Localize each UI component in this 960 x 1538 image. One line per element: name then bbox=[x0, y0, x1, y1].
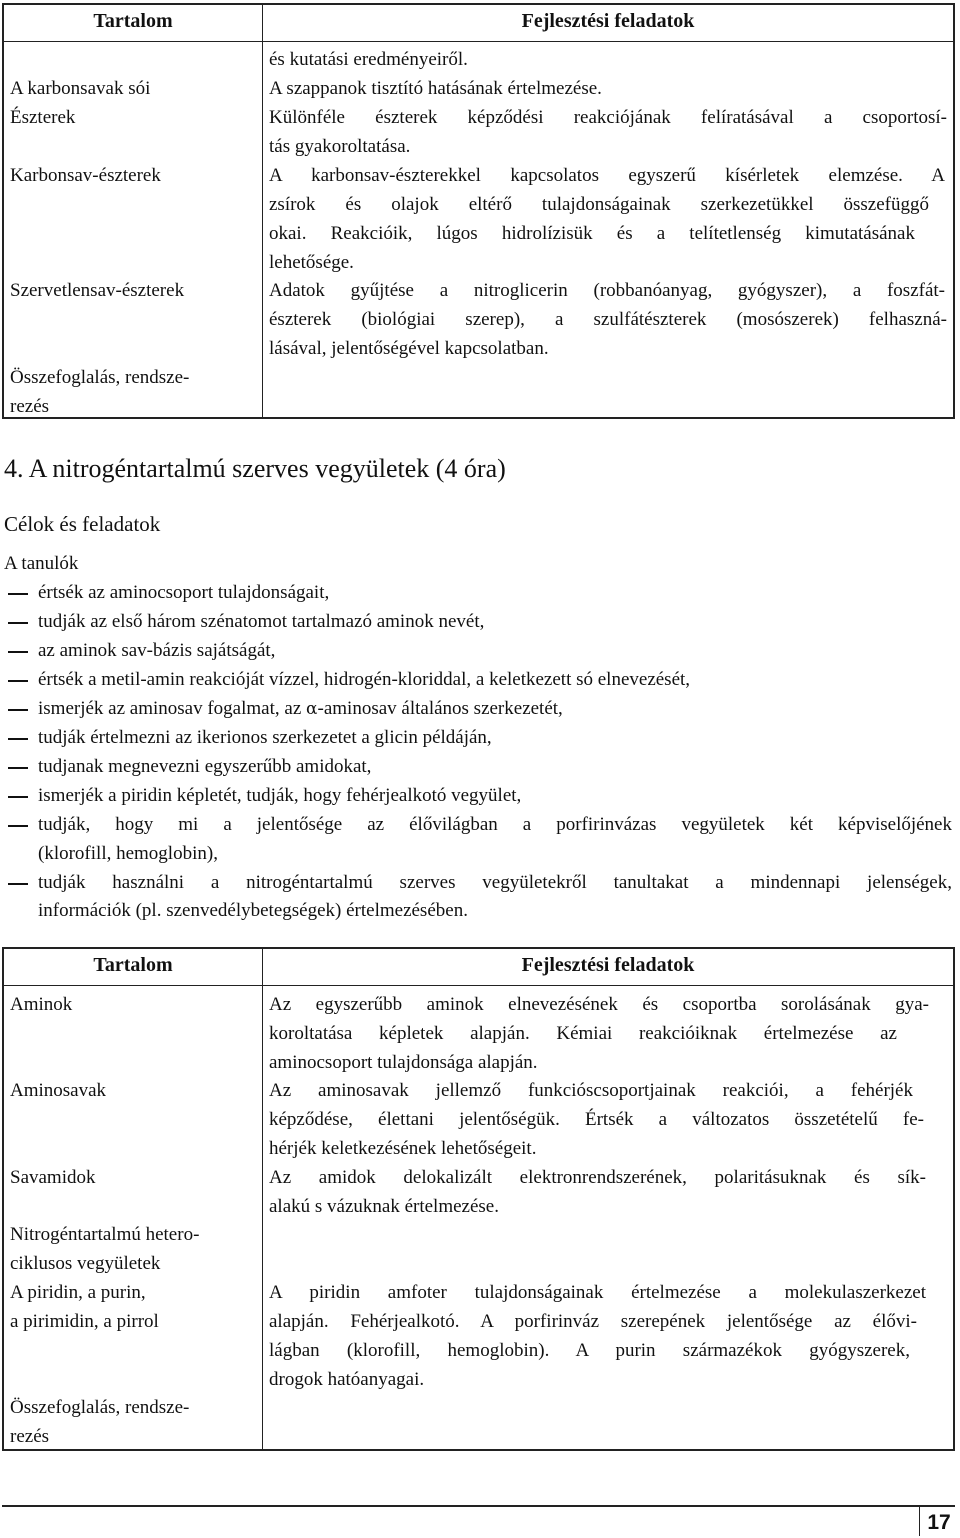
section-heading: 4. A nitrogéntartalmú szerves vegyületek (4 óra) bbox=[4, 454, 506, 483]
table-1-right-line: észterek (biológiai szerep), a szulfátészterek (mosószerek) felhaszná- bbox=[269, 309, 947, 330]
table-1-right-line: okai. Reakcióik, lúgos hidrolízisük és a telítetlenség kimutatásának bbox=[269, 223, 915, 244]
table-2-left-item: Nitrogéntartalmú hetero- bbox=[10, 1224, 200, 1245]
bullet-dash-icon bbox=[8, 738, 28, 740]
table-1-border-header bbox=[2, 41, 955, 42]
table-1-header-right: Fejlesztési feladatok bbox=[521, 10, 695, 32]
table-2-right-line: hérjék keletkezésének lehetőségeit. bbox=[269, 1138, 537, 1159]
table-2-left-item: ciklusos vegyületek bbox=[10, 1253, 161, 1274]
table-2-left-item: Aminosavak bbox=[10, 1080, 107, 1101]
table-2-border-left bbox=[2, 947, 4, 1451]
table-2-left-item: rezés bbox=[10, 1426, 50, 1447]
table-1-right-line: tás gyakoroltatása. bbox=[269, 136, 411, 157]
table-2-right-line: alapján. Fehérjealkotó. A porfirinváz szerepének jelentősége az élővi- bbox=[269, 1311, 917, 1332]
table-2-header-right: Fejlesztési feladatok bbox=[521, 954, 695, 976]
table-1-left-item: Összefoglalás, rendsze- bbox=[10, 367, 190, 388]
table-2-right-line: Az aminosavak jellemző funkcióscsoportjainak reakciói, a fehérjék bbox=[269, 1080, 913, 1101]
alpha-symbol: α bbox=[306, 699, 318, 719]
table-2-right-line: alakú s vázuknak értelmezése. bbox=[269, 1196, 499, 1217]
table-2-right-line: Az amidok delokalizált elektronrendszerének, polaritásuknak és sík- bbox=[269, 1167, 926, 1188]
table-2-right-line: aminocsoport tulajdonsága alapján. bbox=[269, 1052, 538, 1073]
table-2-left-item: A piridin, a purin, bbox=[10, 1282, 146, 1303]
bullet-dash-icon bbox=[8, 767, 28, 769]
table-1-left-item: Szervetlensav-észterek bbox=[10, 280, 185, 301]
bullet-dash-icon bbox=[8, 883, 28, 885]
table-2-right-line: A piridin amfoter tulajdonságainak értelmezése a molekulaszerkezet bbox=[269, 1282, 926, 1303]
table-2-right-line: Az egyszerűbb aminok elnevezésének és csoportba sorolásának gya- bbox=[269, 994, 929, 1015]
table-1-right-line: Különféle észterek képződési reakciójának felíratásával a csoportosí- bbox=[269, 107, 947, 128]
table-1-right-line: A karbonsav-észterekkel kapcsolatos egyszerű kísérletek elemzése. A bbox=[269, 165, 945, 186]
table-1-left-item: Észterek bbox=[10, 107, 76, 128]
table-1-border-bottom bbox=[2, 417, 955, 419]
table-1-header-left: Tartalom bbox=[93, 10, 173, 32]
table-2-border-header bbox=[2, 985, 955, 986]
bullet-dash-icon bbox=[8, 709, 28, 711]
table-2-border-top bbox=[2, 947, 955, 949]
table-1-right-line: lásával, jelentőségével kapcsolatban. bbox=[269, 338, 549, 359]
table-1-right-line: A szappanok tisztító hatásának értelmezése. bbox=[269, 78, 602, 99]
table-1-right-line: Adatok gyűjtése a nitroglicerin (robbanóanyag, gyógyszer), a foszfát- bbox=[269, 280, 945, 301]
table-2-right-line: koroltatása képletek alapján. Kémiai reakcióiknak értelmezése az bbox=[269, 1023, 897, 1044]
table-1-right-line: lehetősége. bbox=[269, 252, 354, 273]
bullet-dash-icon bbox=[8, 825, 28, 827]
bullet-dash-icon bbox=[8, 796, 28, 798]
table-1-left-item: A karbonsavak sói bbox=[10, 78, 151, 99]
table-2-left-item: Aminok bbox=[10, 994, 73, 1015]
bullet-dash-icon bbox=[8, 593, 28, 595]
bullet-dash-icon bbox=[8, 651, 28, 653]
table-2-border-middle bbox=[262, 947, 263, 1451]
table-2-left-item: a pirimidin, a pirrol bbox=[10, 1311, 159, 1332]
section-subheading: Célok és feladatok bbox=[4, 512, 161, 536]
table-1-border-right bbox=[953, 3, 955, 419]
table-1-right-line: és kutatási eredményeiről. bbox=[269, 49, 468, 70]
section-intro: A tanulók bbox=[4, 553, 79, 574]
table-2-left-item: Összefoglalás, rendsze- bbox=[10, 1397, 190, 1418]
table-1-border-middle bbox=[262, 3, 263, 419]
table-2-right-line: képződése, élettani jelentőségük. Értsék a változatos összetételű fe- bbox=[269, 1109, 924, 1130]
table-2-left-item: Savamidok bbox=[10, 1167, 96, 1188]
table-2-right-line: lágban (klorofill, hemoglobin). A purin származékok gyógyszerek, bbox=[269, 1340, 910, 1361]
footer-rule bbox=[2, 1505, 955, 1507]
table-2-border-right bbox=[953, 947, 955, 1451]
table-2-border-bottom bbox=[2, 1449, 955, 1451]
bullet-dash-icon bbox=[8, 622, 28, 624]
table-2-right-line: drogok hatóanyagai. bbox=[269, 1369, 425, 1390]
table-1-left-item: Karbonsav-észterek bbox=[10, 165, 161, 186]
table-1-left-item: rezés bbox=[10, 396, 50, 417]
bullet-dash-icon bbox=[8, 680, 28, 682]
table-2-header-left: Tartalom bbox=[93, 954, 173, 976]
table-1-right-line: zsírok és olajok eltérő tulajdonságainak szerkezetükkel összefüggő bbox=[269, 194, 929, 215]
table-1-border-left bbox=[2, 3, 4, 419]
table-1-border-top bbox=[2, 3, 955, 5]
page-number: 17 bbox=[927, 1511, 951, 1534]
